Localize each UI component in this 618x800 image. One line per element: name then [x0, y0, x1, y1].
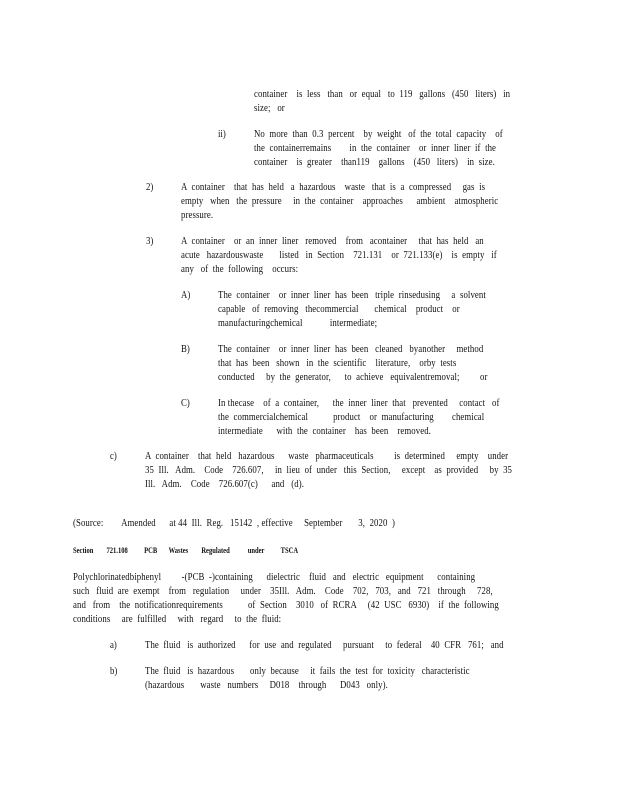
text-line: manufacturingchemical intermediate; — [218, 318, 378, 329]
text-line: and from the notificationrequirements of Section 3010 of RCRA (42 USC 6930) if the following — [73, 600, 499, 611]
list-marker: 3) — [146, 236, 154, 247]
list-marker: A) — [181, 290, 191, 301]
text-line: In thecase of a container, the inner liner that prevented contact of — [218, 398, 500, 409]
list-marker: B) — [181, 344, 190, 355]
text-line: size; or — [254, 103, 285, 114]
list-marker: C) — [181, 398, 190, 409]
text-line: The fluid is authorized for use and regulated pursuant to federal 40 CFR 761; and — [145, 640, 504, 651]
list-marker: ii) — [218, 129, 226, 140]
text-line: that has been shown in the scientific literature, orby tests — [218, 358, 457, 369]
text-line: A container that has held a hazardous waste that is a compressed gas is — [181, 182, 486, 193]
text-line: intermediate with the container has been removed. — [218, 426, 431, 437]
text-line: container is less than or equal to 119 gallons (450 liters) in — [254, 89, 511, 100]
list-marker: b) — [110, 666, 118, 677]
text-line: container is greater than119 gallons (450 liters) in size. — [254, 157, 495, 168]
text-line: The container or inner liner has been cleaned byanother method — [218, 344, 484, 355]
text-line: (hazardous waste numbers D018 through D043 only). — [145, 680, 388, 691]
text-line: acute hazardouswaste listed in Section 721.131 or 721.133(e) is empty if — [181, 250, 497, 261]
text-line: capable of removing thecommercial chemical product or — [218, 304, 460, 315]
list-marker: 2) — [146, 182, 154, 193]
text-line: any of the following occurs: — [181, 264, 299, 275]
text-line: Polychlorinatedbiphenyl -(PCB -)containing dielectric fluid and electric equipment containing — [73, 572, 476, 583]
text-line: pressure. — [181, 210, 214, 221]
text-line: A container that held hazardous waste pharmaceuticals is determined empty under — [145, 451, 509, 462]
section-heading: Section 721.108 PCB Wastes Regulated under TSCA — [73, 546, 299, 555]
list-marker: a) — [110, 640, 117, 651]
list-marker: c) — [110, 451, 117, 462]
text-line: The fluid is hazardous only because it fails the test for toxicity characteristic — [145, 666, 470, 677]
text-line: conditions are fulfilled with regard to the fluid: — [73, 614, 282, 625]
text-line: 35 Ill. Adm. Code 726.607, in lieu of under this Section, except as provided by 35 — [145, 465, 513, 476]
text-line: empty when the pressure in the container approaches ambient atmospheric — [181, 196, 499, 207]
text-line: the commercialchemical product or manufacturing chemical — [218, 412, 485, 423]
text-line: such fluid are exempt from regulation under 35Ill. Adm. Code 702, 703, and 721 through 728, — [73, 586, 493, 597]
text-line: Ill. Adm. Code 726.607(c) and (d). — [145, 479, 304, 490]
text-line: conducted by the generator, to achieve equivalentremoval; or — [218, 372, 488, 383]
text-line: No more than 0.3 percent by weight of the total capacity of — [254, 129, 503, 140]
text-line: The container or inner liner has been triple rinsedusing a solvent — [218, 290, 486, 301]
source-note: (Source: Amended at 44 Ill. Reg. 15142 , effective September 3, 2020 ) — [73, 518, 395, 529]
text-line: A container or an inner liner removed from acontainer that has held an — [181, 236, 484, 247]
text-line: the containerremains in the container or inner liner if the — [254, 143, 497, 154]
